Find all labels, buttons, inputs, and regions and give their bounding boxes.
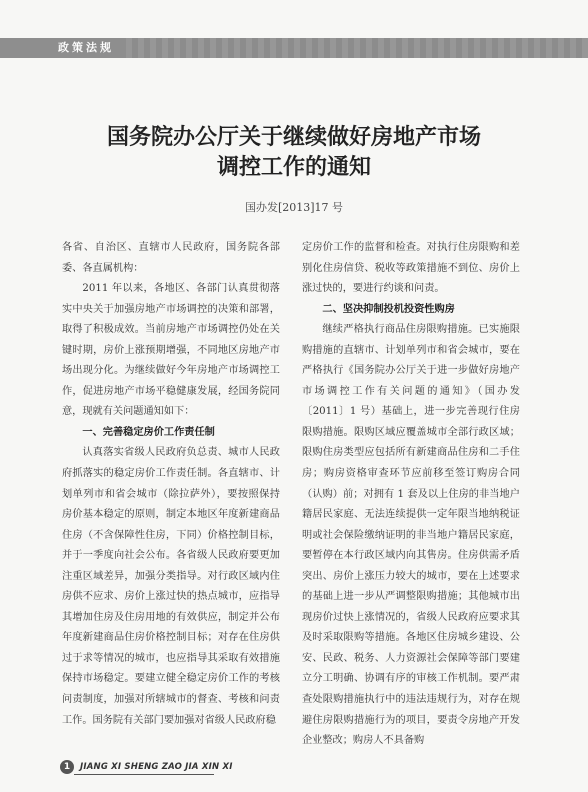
paragraph: 定房价工作的监督和检查。对执行住房限购和差别化住房信贷、税收等政策措施不到位、房价上涨过快的，要进行约谈和问责。 — [302, 242, 520, 295]
title-line-2: 调控工作的通知 — [216, 154, 371, 180]
paragraph: 继续严格执行商品住房限购措施。已实施限购措施的直辖市、计划单列市和省会城市，要在严格执行《国务院办公厅关于进一步做好房地产市场调控工作有关问题的通知》（国办发〔2011〕1 号）基础上，进一步完善现行住房限购措施。限购区域应覆盖城市全部行政区域；限购住房类型应包括所有新建商品住房和二手住房；购房资格审查环节应前移至签订购房合同（认购）前；对拥有 1 套及以上住房的非当地户籍居民家庭、无法连续提供一定年限当地纳税证明或社会保险缴纳证明的非当地户籍居民家庭，要暂停在本行政区域内向其售房。住房供需矛盾突出、房价上涨压力较大的城市，要在上述要求的基础上进一步从严调整限购措施；其他城市出现房价过快上涨情况的，省级人民政府应要求其及时采取限购等措施。各地区住房城乡建设、公安、民政、税务、人力资源社会保障等部门要建立分工明确、协调有序的审核工作机制。要严肃查处限购措施执行中的违法违规行为，对存在规避住房限购措施行为的项目，要责令房地产开发企业整改；购房人不具备购 — [302, 324, 520, 747]
section-label: 政策法规 — [58, 41, 114, 54]
journal-name: JIANG XI SHENG ZAO JIA XIN XI — [80, 762, 233, 772]
section-heading: 一、完善稳定房价工作责任制 — [82, 426, 215, 438]
document-number: 国办发[2013]17 号 — [244, 201, 344, 214]
section-heading: 二、坚决抑制投机投资性购房 — [322, 303, 455, 315]
left-column — [62, 238, 280, 731]
paragraph: 认真落实省级人民政府负总责、城市人民政府抓落实的稳定房价工作责任制。各直辖市、计划单列市和省会城市（除拉萨外），要按照保持房价基本稳定的原则，制定本地区年度新建商品住房（不含保障性住房，下同）价格控制目标，并于一季度向社会公布。各省级人民政府要更加注重区域差异，加强分类指导。对行政区域内住房供不应求、房价上涨过快的热点城市，应指导其增加住房及住房用地的有效供应，制定并公布年度新建商品住房价格控制目标；对存在住房供过于求等情况的城市，也应指导其采取有效措施保持市场稳定。要建立健全稳定房价工作的考核问责制度，加强对所辖城市的督查、考核和问责工作。国务院有关部门要加强对省级人民政府稳 — [62, 447, 280, 726]
header-pattern — [126, 38, 588, 58]
header-band — [0, 38, 588, 58]
paragraph: 2011 年以来，各地区、各部门认真贯彻落实中央关于加强房地产市场调控的决策和部署，取得了积极成效。当前房地产市场调控仍处在关键时期，房价上涨预期增强，不同地区房地产市场出现分化。为继续做好今年房地产市场调控工作，促进房地产市场平稳健康发展，经国务院同意，现就有关问题通知如下： — [62, 283, 280, 418]
footer-rule — [74, 774, 214, 775]
right-column — [302, 238, 520, 752]
paragraph: 各省、自治区、直辖市人民政府，国务院各部委、各直属机构： — [62, 242, 280, 274]
title-line-1: 国务院办公厅关于继续做好房地产市场 — [106, 124, 481, 150]
page-title — [60, 122, 528, 182]
page-number-badge: 1 — [60, 760, 74, 774]
